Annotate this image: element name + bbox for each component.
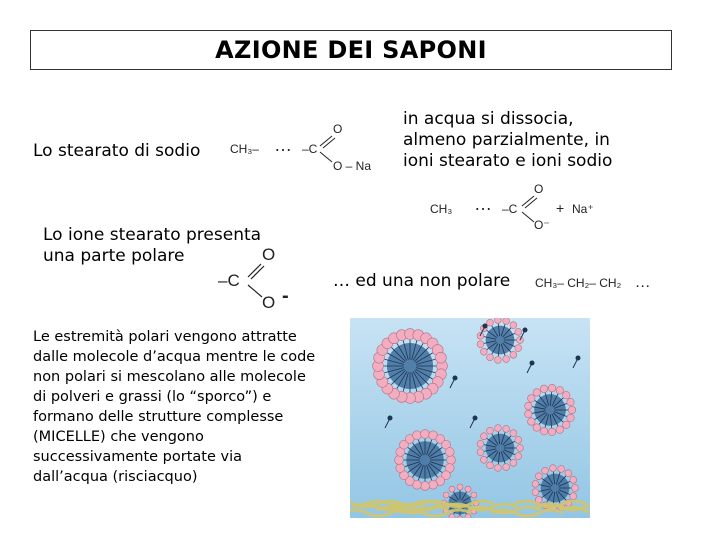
micelle-line-4: di polveri e grassi (lo “sporco”) e bbox=[33, 389, 272, 405]
ion-carbon: –C bbox=[502, 202, 518, 216]
dissociation-line-3: ioni stearato e ioni sodio bbox=[403, 151, 613, 171]
micelle bbox=[373, 329, 448, 404]
ion-sodium: Na⁺ bbox=[572, 202, 594, 216]
ion-plus: + bbox=[556, 200, 565, 216]
formula-ch3: CH₃– bbox=[230, 142, 259, 156]
polar-oxygen-bottom: O bbox=[262, 293, 276, 312]
micelle-line-7: successivamente portate via bbox=[33, 449, 242, 465]
nonpolar-chain bbox=[535, 274, 651, 292]
chain-ch3: CH₃– bbox=[535, 276, 564, 290]
stearate-label: Lo stearato di sodio bbox=[33, 141, 201, 161]
ion-oxygen-minus: O⁻ bbox=[534, 218, 550, 232]
polar-line-2: una parte polare bbox=[43, 246, 185, 266]
polar-carbon: –C bbox=[218, 271, 240, 290]
nonpolar-label: … ed una non polare bbox=[333, 271, 511, 291]
dissociation-line-1: in acqua si dissocia, bbox=[403, 109, 574, 129]
formula-bonds bbox=[316, 132, 338, 166]
micelle-line-2: dalle molecole d’acqua mentre le code bbox=[33, 349, 316, 365]
polar-group-formula bbox=[218, 243, 298, 315]
ion-bonds bbox=[518, 192, 540, 226]
formula-carbon: –C bbox=[302, 142, 318, 156]
micelle-line-5: formano delle strutture complesse bbox=[33, 409, 284, 425]
formula-oxygen-top: O bbox=[333, 122, 343, 136]
micelle-text bbox=[33, 327, 343, 487]
polar-bonds bbox=[244, 261, 268, 301]
page-title: AZIONE DEI SAPONI bbox=[215, 36, 487, 64]
micelle-line-8: dall’acqua (risciacquo) bbox=[33, 469, 198, 485]
ion-oxygen-top: O bbox=[534, 182, 544, 196]
formula-dots: … bbox=[274, 135, 292, 155]
micelle-line-1: Le estremità polari vengono attratte bbox=[33, 329, 297, 345]
stearate-ion-formula bbox=[430, 180, 610, 235]
ion-ch3: CH₃ bbox=[430, 202, 453, 216]
micelle-line-6: (MICELLE) che vengono bbox=[33, 429, 204, 445]
dissociation-text bbox=[403, 109, 612, 172]
micelle-illustration bbox=[350, 318, 590, 518]
chain-dots: … bbox=[634, 274, 651, 291]
dissociation-line-2: almeno parzialmente, in bbox=[403, 130, 610, 150]
formula-o-na: O – Na bbox=[333, 159, 372, 173]
polar-charge: - bbox=[282, 285, 289, 307]
sodium-stearate-formula bbox=[230, 118, 380, 178]
polar-line-1: Lo ione stearato presenta bbox=[43, 225, 262, 245]
ion-dots: … bbox=[474, 194, 492, 214]
chain-ch2-b: CH₂ bbox=[599, 276, 622, 290]
polar-oxygen-top: O bbox=[262, 245, 276, 264]
title-box bbox=[30, 30, 672, 70]
chain-ch2-a: CH₂– bbox=[567, 276, 596, 290]
micelle-line-3: non polari si mescolano alle molecole bbox=[33, 369, 306, 385]
